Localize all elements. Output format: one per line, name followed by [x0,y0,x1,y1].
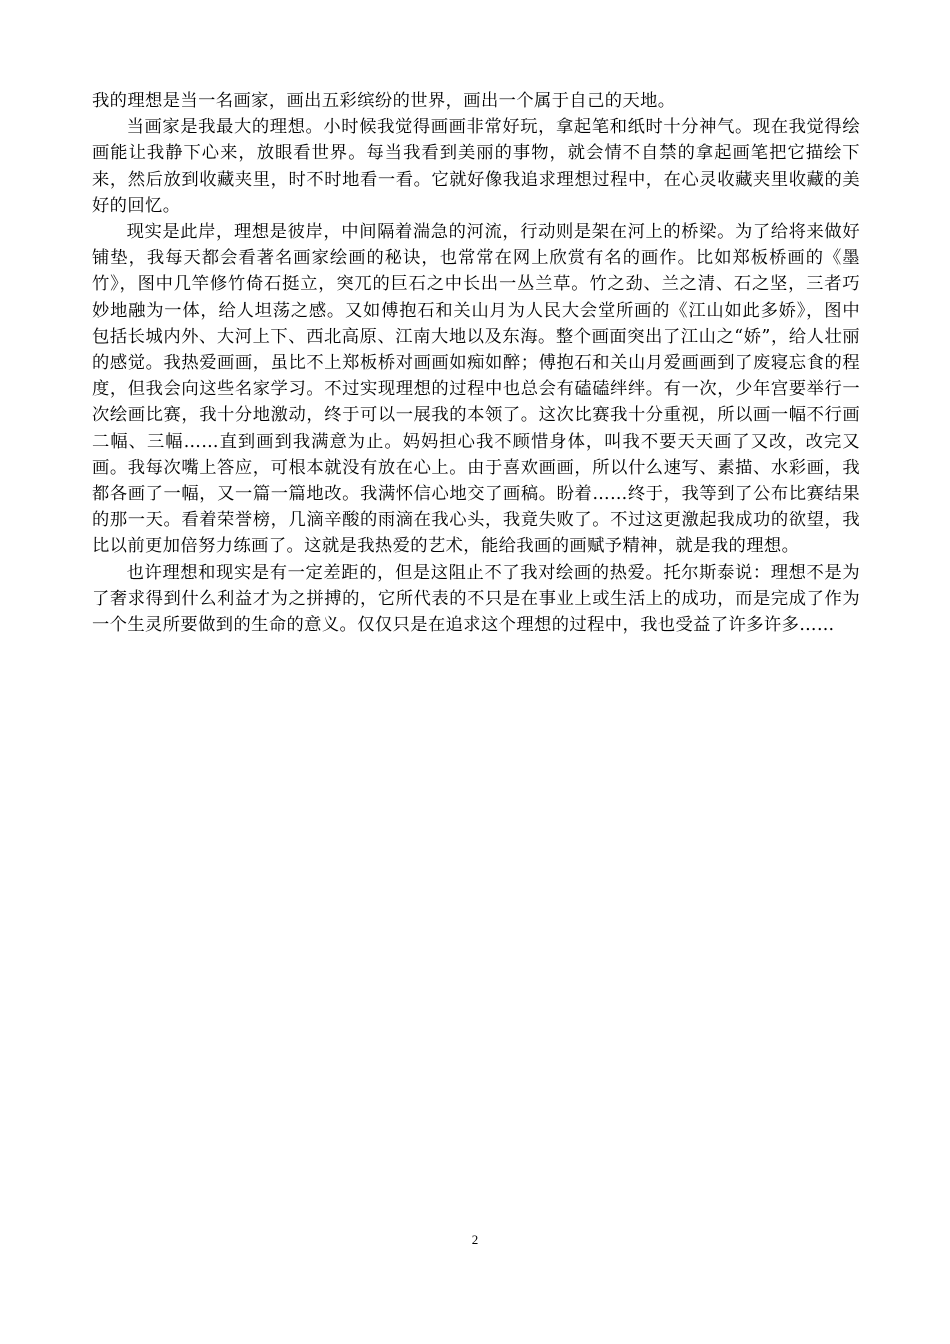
page-number: 2 [471,1232,479,1247]
paragraph-intro: 我的理想是当一名画家，画出五彩缤纷的世界，画出一个属于自己的天地。 [92,91,676,111]
paragraph-conclusion: 也许理想和现实是有一定差距的，但是这阻止不了我对绘画的热爱。托尔斯泰说：理想不是为了奢求得到什么利益才为之拼搏的，它所代表的不只是在事业上或生活上的成功，而是完成了作为一个生灵所要做到的生命的意义。仅仅只是在追求这个理想的过程中，我也受益了许多许多…… [92,562,860,636]
document-body [92,88,860,638]
paragraph-dream: 当画家是我最大的理想。小时候我觉得画画非常好玩，拿起笔和纸时十分神气。现在我觉得绘画能让我静下心来，放眼看世界。每当我看到美丽的事物，就会情不自禁的拿起画笔把它描绘下来，然后放到收藏夹里，时不时地看一看。它就好像我追求理想过程中，在心灵收藏夹里收藏的美好的回忆。 [92,117,860,216]
paragraph-reality: 现实是此岸，理想是彼岸，中间隔着湍急的河流，行动则是架在河上的桥梁。为了给将来做好铺垫，我每天都会看著名画家绘画的秘诀，也常常在网上欣赏有名的画作。比如郑板桥画的《墨竹》，图中几竿修竹倚石挺立，突兀的巨石之中长出一丛兰草。竹之劲、兰之清、石之坚，三者巧妙地融为一体，给人坦荡之感。又如傅抱石和关山月为人民大会堂所画的《江山如此多娇》，图中包括长城内外、大河上下、西北高原、江南大地以及东海。整个画面突出了江山之“娇”，给人壮丽的感觉。我热爱画画，虽比不上郑板桥对画画如痴如醉；傅抱石和关山月爱画画到了废寝忘食的程度，但我会向这些名家学习。不过实现理想的过程中也总会有磕磕绊绊。有一次，少年宫要举行一次绘画比赛，我十分地激动，终于可以一展我的本领了。这次比赛我十分重视，所以画一幅不行画二幅、三幅……直到画到我满意为止。妈妈担心我不顾惜身体，叫我不要天天画了又改，改完又画。我每次嘴上答应，可根本就没有放在心上。由于喜欢画画，所以什么速写、素描、水彩画，我都各画了一幅，又一篇一篇地改。我满怀信心地交了画稿。盼着……终于，我等到了公布比赛结果的那一天。看着荣誉榜，几滴辛酸的雨滴在我心头，我竟失败了。不过这更激起我成功的欲望，我比以前更加倍努力练画了。这就是我热爱的艺术，能给我画的画赋予精神，就是我的理想。 [92,222,860,557]
